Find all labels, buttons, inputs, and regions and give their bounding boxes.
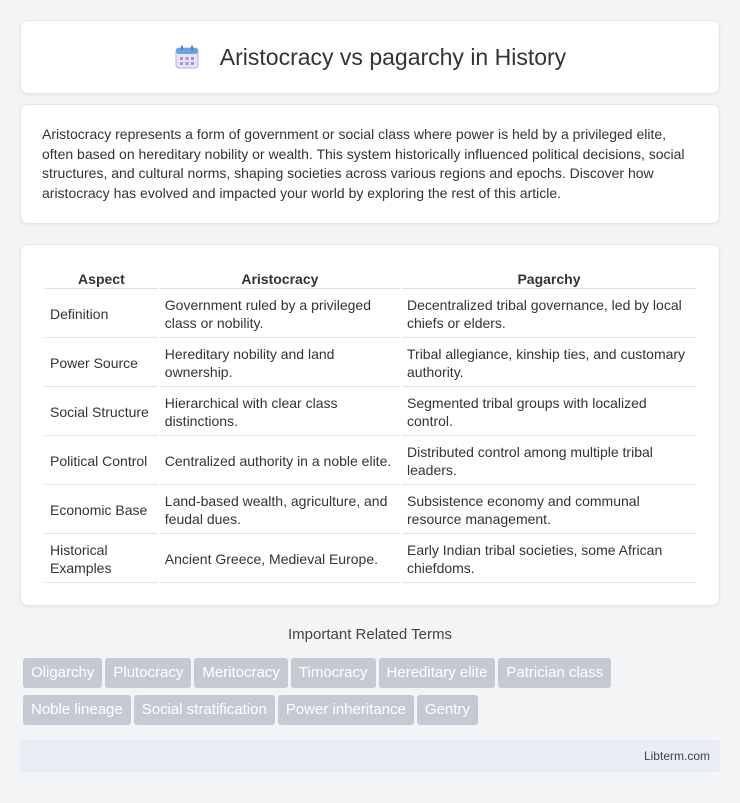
footer-brand-link[interactable]: Libterm.com bbox=[643, 749, 710, 763]
tag-hereditary-elite[interactable]: Hereditary elite bbox=[379, 658, 496, 688]
aristocracy-cell: Hierarchical with clear class distinctions. bbox=[160, 389, 400, 436]
aspect-cell: Definition bbox=[45, 291, 158, 338]
pagarchy-cell: Decentralized tribal governance, led by local chiefs or elders. bbox=[402, 291, 696, 338]
table-row bbox=[45, 291, 696, 338]
header-card bbox=[20, 20, 720, 94]
pagarchy-cell: Tribal allegiance, kinship ties, and customary authority. bbox=[402, 340, 696, 387]
related-terms-list bbox=[23, 658, 723, 732]
table-row bbox=[45, 487, 696, 534]
pagarchy-cell: Early Indian tribal societies, some African chiefdoms. bbox=[402, 536, 696, 583]
header-aristocracy: Aristocracy bbox=[160, 267, 400, 289]
aristocracy-cell: Ancient Greece, Medieval Europe. bbox=[160, 536, 400, 583]
tag-noble-lineage[interactable]: Noble lineage bbox=[23, 695, 131, 725]
aristocracy-cell: Centralized authority in a noble elite. bbox=[160, 438, 400, 485]
intro-text: Aristocracy represents a form of government or social class where power is held by a privileged elite, often based on hereditary nobility or wealth. This system historically influenced political decisions, social structures, and cultural norms, shaping societies across various regions and epochs. Discover how aristocracy has evolved and impacted your world by exploring the rest of this article. bbox=[42, 126, 685, 201]
aspect-cell: Power Source bbox=[45, 340, 158, 387]
table-row bbox=[45, 536, 696, 583]
table-header-row bbox=[45, 267, 696, 289]
table-row bbox=[45, 340, 696, 387]
footer bbox=[20, 740, 720, 772]
tag-plutocracy[interactable]: Plutocracy bbox=[105, 658, 191, 688]
aspect-cell: Economic Base bbox=[45, 487, 158, 534]
tag-oligarchy[interactable]: Oligarchy bbox=[23, 658, 102, 688]
pagarchy-cell: Subsistence economy and communal resource management. bbox=[402, 487, 696, 534]
page-title: Aristocracy vs pagarchy in History bbox=[219, 43, 567, 70]
table-row bbox=[45, 389, 696, 436]
intro-card bbox=[20, 104, 720, 224]
aspect-cell: Social Structure bbox=[45, 389, 158, 436]
tag-patrician-class[interactable]: Patrician class bbox=[498, 658, 611, 688]
tag-social-stratification[interactable]: Social stratification bbox=[134, 695, 275, 725]
tag-gentry[interactable]: Gentry bbox=[417, 695, 478, 725]
header-aspect: Aspect bbox=[45, 267, 158, 289]
tag-power-inheritance[interactable]: Power inheritance bbox=[278, 695, 414, 725]
tag-timocracy[interactable]: Timocracy bbox=[291, 658, 376, 688]
calendar-icon bbox=[174, 44, 200, 70]
aspect-cell: Historical Examples bbox=[45, 536, 158, 583]
tag-meritocracy[interactable]: Meritocracy bbox=[194, 658, 288, 688]
aspect-cell: Political Control bbox=[45, 438, 158, 485]
aristocracy-cell: Land-based wealth, agriculture, and feudal dues. bbox=[160, 487, 400, 534]
related-terms-title: Important Related Terms bbox=[288, 626, 452, 643]
pagarchy-cell: Segmented tribal groups with localized control. bbox=[402, 389, 696, 436]
header-pagarchy: Pagarchy bbox=[402, 267, 696, 289]
aristocracy-cell: Government ruled by a privileged class or nobility. bbox=[160, 291, 400, 338]
comparison-table-card bbox=[20, 244, 720, 606]
table-row bbox=[45, 438, 696, 485]
aristocracy-cell: Hereditary nobility and land ownership. bbox=[160, 340, 400, 387]
pagarchy-cell: Distributed control among multiple tribal leaders. bbox=[402, 438, 696, 485]
comparison-table bbox=[43, 265, 698, 585]
